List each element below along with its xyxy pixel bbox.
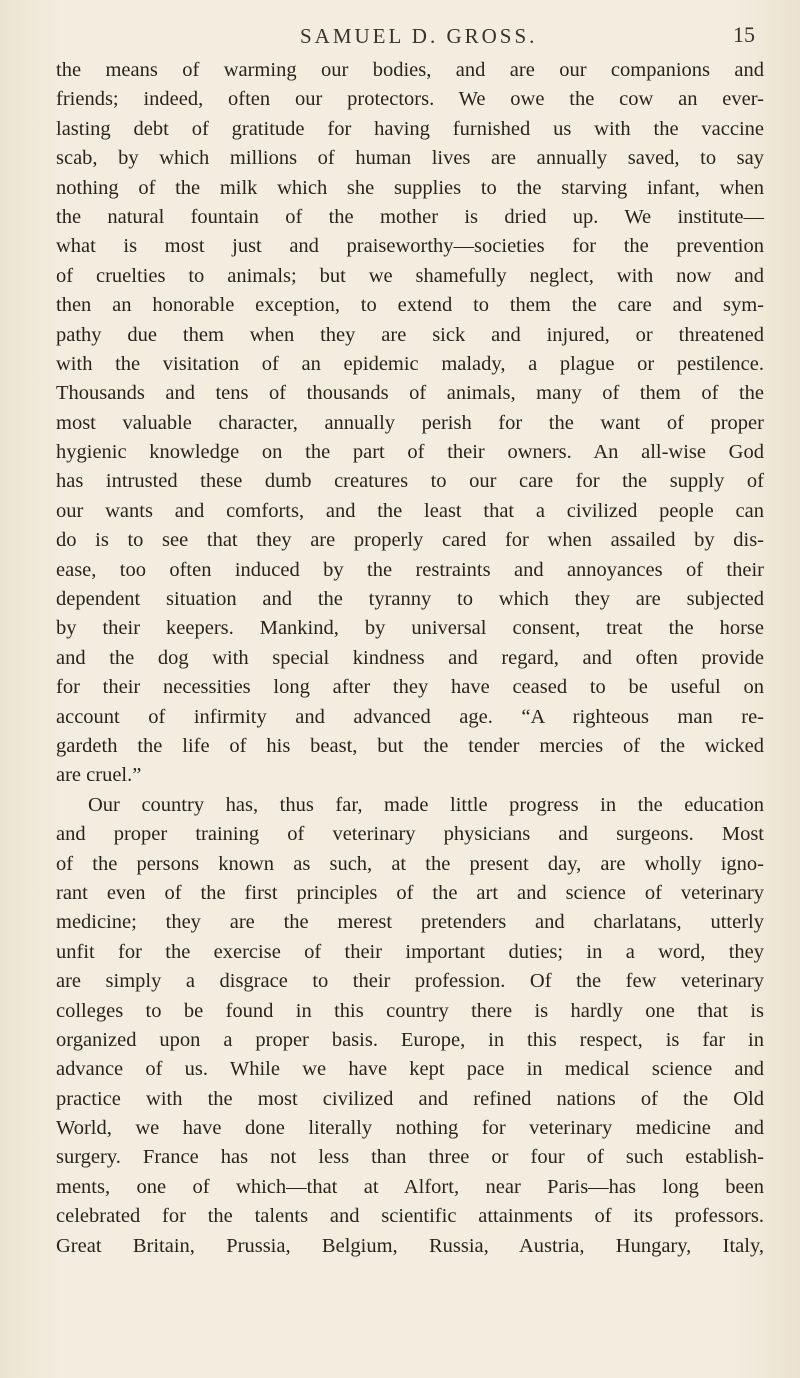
paragraph — [56, 791, 764, 1261]
page-number: 15 — [733, 22, 755, 47]
text-line: advance of us. While we have kept pace in medical science and — [56, 1058, 764, 1081]
text-line: do is to see that they are properly cared for when assailed by dis- — [56, 529, 764, 552]
text-line: Great Britain, Prussia, Belgium, Russia, Austria, Hungary, Italy, — [56, 1234, 764, 1257]
text-line: rant even of the first principles of the art and science of veterinary — [56, 881, 764, 904]
text-line: of cruelties to animals; but we shamefully neglect, with now and — [56, 264, 764, 287]
text-line: ease, too often induced by the restraints and annoyances of their — [56, 558, 764, 581]
text-line: then an honorable exception, to extend to them the care and sym- — [56, 294, 764, 317]
text-line: celebrated for the talents and scientific attainments of its professors. — [56, 1205, 764, 1228]
text-line: colleges to be found in this country there is hardly one that is — [56, 999, 764, 1022]
text-line: our wants and comforts, and the least that a civilized people can — [56, 499, 764, 522]
text-line: and proper training of veterinary physicians and surgeons. Most — [56, 823, 764, 846]
text-line: and the dog with special kindness and regard, and often provide — [56, 646, 764, 669]
text-line: lasting debt of gratitude for having furnished us with the vaccine — [56, 117, 764, 140]
paragraph — [56, 56, 764, 791]
text-line: practice with the most civilized and refined nations of the Old — [56, 1087, 764, 1110]
text-line: surgery. France has not less than three or four of such establish- — [56, 1146, 764, 1169]
text-line: organized upon a proper basis. Europe, in this respect, is far in — [56, 1028, 764, 1051]
text-line: unfit for the exercise of their important duties; in a word, they — [56, 940, 764, 963]
text-line: account of infirmity and advanced age. “A righteous man re- — [56, 705, 764, 728]
text-line: are simply a disgrace to their profession. Of the few veterinary — [56, 970, 764, 993]
text-line: by their keepers. Mankind, by universal consent, treat the horse — [56, 617, 764, 640]
text-line: with the visitation of an epidemic malady, a plague or pestilence. — [56, 352, 764, 375]
text-line: of the persons known as such, at the present day, are wholly igno- — [56, 852, 764, 875]
text-line: most valuable character, annually perish for the want of proper — [56, 411, 764, 434]
text-line: ments, one of which—that at Alfort, near Paris—has long been — [56, 1175, 764, 1198]
running-head: SAMUEL D. GROSS. — [300, 24, 538, 48]
body-text — [56, 56, 764, 1261]
text-line: World, we have done literally nothing for veterinary medicine and — [56, 1117, 764, 1140]
text-line: the natural fountain of the mother is dried up. We institute— — [56, 205, 764, 228]
text-line: hygienic knowledge on the part of their owners. An all-wise God — [56, 441, 764, 464]
text-line: Our country has, thus far, made little progress in the education — [88, 793, 764, 816]
text-line: dependent situation and the tyranny to which they are subjected — [56, 588, 764, 611]
text-line: gardeth the life of his beast, but the tender mercies of the wicked — [56, 734, 764, 757]
text-line: friends; indeed, often our protectors. We owe the cow an ever- — [56, 88, 764, 111]
text-line: medicine; they are the merest pretenders and charlatans, utterly — [56, 911, 764, 934]
text-line: has intrusted these dumb creatures to our care for the supply of — [56, 470, 764, 493]
text-line: scab, by which millions of human lives are annually saved, to say — [56, 147, 764, 170]
text-line: what is most just and praiseworthy—societies for the prevention — [56, 235, 764, 258]
text-line: nothing of the milk which she supplies to the starving infant, when — [56, 176, 764, 199]
page-header — [0, 24, 800, 54]
text-line: the means of warming our bodies, and are our companions and — [56, 59, 764, 81]
text-line: Thousands and tens of thousands of animals, many of them of the — [56, 382, 764, 405]
text-line: are cruel.” — [56, 764, 142, 787]
text-line: for their necessities long after they have ceased to be useful on — [56, 676, 764, 699]
text-line: pathy due them when they are sick and injured, or threatened — [56, 323, 764, 346]
